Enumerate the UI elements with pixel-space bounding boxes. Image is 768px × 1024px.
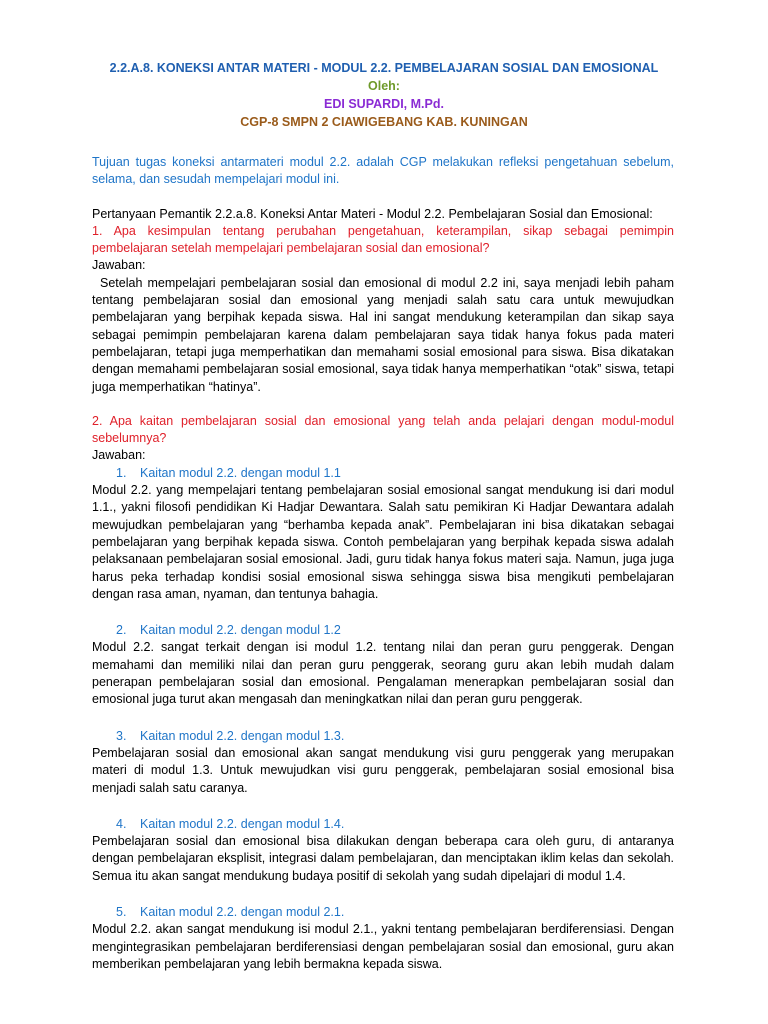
author-school: CGP-8 SMPN 2 CIAWIGEBANG KAB. KUNINGAN — [240, 115, 528, 129]
list-number: 5. — [116, 904, 127, 919]
list-item-heading-4 — [92, 816, 674, 833]
list-item-text-2: Modul 2.2. sangat terkait dengan isi modul 1.2. tentang nilai dan peran guru penggerak. Dengan memahami dan memiliki nilai dan peran guru penggerak, seorang guru akan lebih mudah dalam penerapan pembelajaran sosial dan emosional. Pengalaman menerapkan pembelajaran sosial dan emosional juga turut akan mengasah dan meningkatkan nilai dan peran guru penggerak. — [92, 640, 674, 707]
list-title: Kaitan modul 2.2. dengan modul 1.4. — [140, 816, 345, 831]
author-name: EDI SUPARDI, M.Pd. — [324, 97, 444, 111]
list-number: 4. — [116, 816, 127, 831]
prompt-heading: Pertanyaan Pemantik 2.2.a.8. Koneksi Antar Materi - Modul 2.2. Pembelajaran Sosial dan Emosional: — [92, 206, 653, 221]
list-item-heading-5 — [92, 904, 674, 921]
list-title: Kaitan modul 2.2. dengan modul 1.3. — [140, 728, 345, 743]
list-item-text-1: Modul 2.2. yang mempelajari tentang pembelajaran sosial emosional sangat mendukung isi dari modul 1.1., yakni filosofi pendidikan Ki Hadjar Dewantara. Salah satu pemikiran Ki Hadjar Dewantara adalah mewujudkan pembelajaran yang “berhamba kepada anak”. Pembelajaran ini bisa dikatakan sebagai pembelajaran yang berpihak kepada siswa. Contoh pembelajaran yang berpihak kepada siswa adalah pelaksanaan pembelajaran sosial emosional. Jadi, guru tidak hanya fokus materi saja. Namun, juga juga harus peka terhadap kondisi sosial emosional siswa sehingga siswa bisa mengikuti pembelajaran dengan rasa aman, nyaman, dan tentunya bahagia. — [92, 483, 674, 601]
list-number: 3. — [116, 728, 127, 743]
answer-2-label: Jawaban: — [92, 448, 146, 463]
list-item-text-3: Pembelajaran sosial dan emosional akan sangat mendukung visi guru penggerak yang merupakan materi di modul 1.3. Untuk mewujudkan visi guru penggerak, pembelajaran sosial emosional bisa menjadi salah satu caranya. — [92, 745, 674, 795]
answer-1-text: Setelah mempelajari pembelajaran sosial dan emosional di modul 2.2 ini, saya menjadi lebih paham tentang pembelajaran sosial dan emosional yang menjadi salah satu cara untuk mewujudkan pembelajaran yang berpihak kepada siswa. Hal ini sangat mendukung keterampilan dan sikap saya sebagai pemimpin pembelajaran karena dalam pembelajaran saya tidak hanya fokus pada materi pembelajaran, tetapi juga memperhatikan dan memahami sosial emosional para siswa. Bisa dikatakan dengan memahami pembelajaran sosial emosional, saya tidak hanya memperhatikan “otak” siswa, tetapi juga memperhatikan “hatinya”. — [92, 275, 674, 394]
list-item-heading-1 — [92, 465, 674, 482]
document-body — [92, 154, 674, 973]
document-title: 2.2.A.8. KONEKSI ANTAR MATERI - MODUL 2.2. PEMBELAJARAN SOSIAL DAN EMOSIONAL — [109, 61, 659, 75]
answer-1-label: Jawaban: — [92, 258, 146, 273]
author-by-label: Oleh: — [368, 79, 400, 93]
list-title: Kaitan modul 2.2. dengan modul 2.1. — [140, 904, 345, 919]
intro-paragraph: Tujuan tugas koneksi antarmateri modul 2.2. adalah CGP melakukan refleksi pengetahuan sebelum, selama, dan sesudah mempelajari modul ini. — [92, 155, 674, 187]
question-1: 1. Apa kesimpulan tentang perubahan pengetahuan, keterampilan, sikap sebagai pemimpin pembelajaran setelah mempelajari pembelajaran sosial dan emosional? — [92, 223, 674, 256]
list-item-heading-2 — [92, 622, 674, 639]
question-2: 2. Apa kaitan pembelajaran sosial dan emosional yang telah anda pelajari dengan modul-modul sebelumnya? — [92, 413, 674, 446]
list-item-text-4: Pembelajaran sosial dan emosional bisa dilakukan dengan beberapa cara oleh guru, di antaranya dengan pembelajaran eksplisit, integrasi dalam pembelajaran, dan menciptakan iklim kelas dan sekolah. Semua itu akan sangat mendukung budaya positif di sekolah yang sudah dipelajari di modul 1.4. — [92, 834, 674, 883]
list-item-text-5: Modul 2.2. akan sangat mendukung isi modul 2.1., yakni tentang pembelajaran berdiferensiasi. Dengan mengintegrasikan pembelajaran berdiferensiasi dengan pembelajaran sosial dan emosional, guru akan memberikan pembelajaran yang lebih bermakna kepada siswa. — [92, 922, 674, 971]
list-number: 1. — [116, 465, 127, 480]
list-number: 2. — [116, 623, 127, 638]
list-title: Kaitan modul 2.2. dengan modul 1.2 — [140, 623, 341, 638]
list-title: Kaitan modul 2.2. dengan modul 1.1 — [140, 465, 341, 480]
list-item-heading-3 — [92, 728, 674, 745]
document-header — [0, 59, 768, 131]
